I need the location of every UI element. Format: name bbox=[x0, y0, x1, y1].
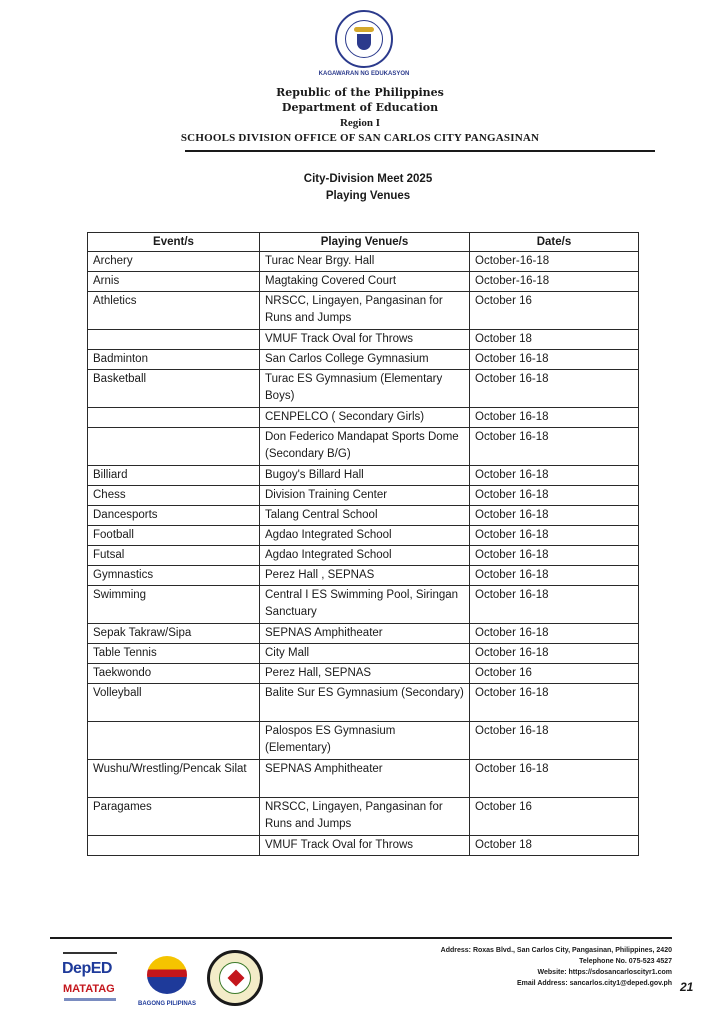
column-header-venue: Playing Venue/s bbox=[260, 233, 470, 252]
cell-date: October 16-18 bbox=[470, 370, 639, 408]
cell-event: Gymnastics bbox=[88, 566, 260, 586]
cell-event: Sepak Takraw/Sipa bbox=[88, 624, 260, 644]
cell-date: October 16-18 bbox=[470, 466, 639, 486]
page-number: 21 bbox=[680, 980, 694, 994]
cell-venue: NRSCC, Lingayen, Pangasinan for Runs and Jumps bbox=[260, 292, 470, 330]
cell-event: Chess bbox=[88, 486, 260, 506]
cell-venue: Palospos ES Gymnasium (Elementary) bbox=[260, 722, 470, 760]
cell-date: October 18 bbox=[470, 836, 639, 856]
cell-date: October 16-18 bbox=[470, 760, 639, 798]
cell-date: October 16-18 bbox=[470, 428, 639, 466]
cell-venue: Bugoy's Billard Hall bbox=[260, 466, 470, 486]
cell-date: October 16-18 bbox=[470, 644, 639, 664]
cell-venue: Perez Hall, SEPNAS bbox=[260, 664, 470, 684]
cell-venue: Turac ES Gymnasium (Elementary Boys) bbox=[260, 370, 470, 408]
cell-event: Dancesports bbox=[88, 506, 260, 526]
cell-date: October 16-18 bbox=[470, 586, 639, 624]
cell-venue: Magtaking Covered Court bbox=[260, 272, 470, 292]
header-office: SCHOOLS DIVISION OFFICE OF SAN CARLOS CITY PANGASINAN bbox=[180, 132, 540, 144]
cell-venue: SEPNAS Amphitheater bbox=[260, 624, 470, 644]
footer-address: Address: Roxas Blvd., San Carlos City, Pangasinan, Philippines, 2420 bbox=[440, 947, 672, 954]
table-body bbox=[88, 252, 639, 856]
cell-event: Swimming bbox=[88, 586, 260, 624]
table-row bbox=[88, 586, 639, 624]
cell-date: October 16-18 bbox=[470, 350, 639, 370]
footer-divider bbox=[50, 937, 672, 939]
table-row bbox=[88, 350, 639, 370]
cell-venue: Division Training Center bbox=[260, 486, 470, 506]
table-row bbox=[88, 760, 639, 798]
cell-event bbox=[88, 330, 260, 350]
sdo-seal-inner bbox=[219, 962, 251, 994]
table-row bbox=[88, 292, 639, 330]
cell-event: Badminton bbox=[88, 350, 260, 370]
table-row bbox=[88, 526, 639, 546]
table-row bbox=[88, 272, 639, 292]
cell-event: Archery bbox=[88, 252, 260, 272]
table-row bbox=[88, 370, 639, 408]
venues-table bbox=[87, 232, 639, 856]
cell-event: Table Tennis bbox=[88, 644, 260, 664]
cell-venue: CENPELCO ( Secondary Girls) bbox=[260, 408, 470, 428]
document-title: City-Division Meet 2025 bbox=[303, 173, 433, 185]
cell-venue: VMUF Track Oval for Throws bbox=[260, 330, 470, 350]
table-header-row bbox=[88, 233, 639, 252]
table-row bbox=[88, 546, 639, 566]
shield-icon bbox=[357, 34, 371, 50]
header-republic: Republic of the Philippines bbox=[276, 86, 444, 99]
cell-date: October-16-18 bbox=[470, 272, 639, 292]
cell-date: October 18 bbox=[470, 330, 639, 350]
sun-emblem-icon bbox=[147, 956, 187, 994]
table-row bbox=[88, 408, 639, 428]
cell-event: Football bbox=[88, 526, 260, 546]
seal-outer-ring bbox=[335, 10, 393, 68]
cell-event bbox=[88, 428, 260, 466]
header-department: Department of Education bbox=[281, 101, 439, 114]
logo-bar bbox=[63, 952, 117, 954]
cell-venue: Don Federico Mandapat Sports Dome (Secondary B/G) bbox=[260, 428, 470, 466]
cell-event: Wushu/Wrestling/Pencak Silat bbox=[88, 760, 260, 798]
cell-date: October 16-18 bbox=[470, 408, 639, 428]
cell-date: October 16-18 bbox=[470, 566, 639, 586]
cell-event: Arnis bbox=[88, 272, 260, 292]
seal-text: KAGAWARAN NG EDUKASYON bbox=[318, 71, 410, 77]
cell-venue: Agdao Integrated School bbox=[260, 546, 470, 566]
matatag-wordmark: MATATAG bbox=[63, 983, 115, 995]
table-row bbox=[88, 566, 639, 586]
cell-date: October 16 bbox=[470, 292, 639, 330]
cell-venue: City Mall bbox=[260, 644, 470, 664]
table-row bbox=[88, 722, 639, 760]
table-row bbox=[88, 486, 639, 506]
table-row bbox=[88, 798, 639, 836]
deped-seal-logo bbox=[318, 10, 410, 82]
document-subtitle: Playing Venues bbox=[325, 190, 411, 202]
footer-website[interactable]: Website: https://sdosancarloscityr1.com bbox=[537, 969, 672, 976]
deped-matatag-logo bbox=[60, 950, 120, 1010]
cell-date: October 16 bbox=[470, 664, 639, 684]
cell-event: Billiard bbox=[88, 466, 260, 486]
cell-event bbox=[88, 408, 260, 428]
bagong-pilipinas-logo bbox=[132, 950, 202, 1012]
cell-date: October 16-18 bbox=[470, 684, 639, 722]
cell-venue: Balite Sur ES Gymnasium (Secondary) bbox=[260, 684, 470, 722]
bagong-pilipinas-text: BAGONG PILIPINAS bbox=[137, 1001, 196, 1007]
cell-event: Athletics bbox=[88, 292, 260, 330]
cell-date: October 16-18 bbox=[470, 506, 639, 526]
cell-venue: SEPNAS Amphitheater bbox=[260, 760, 470, 798]
cell-venue: Talang Central School bbox=[260, 506, 470, 526]
sdo-seal-logo bbox=[207, 950, 263, 1006]
table-row bbox=[88, 644, 639, 664]
table-row bbox=[88, 684, 639, 722]
cell-venue: Perez Hall , SEPNAS bbox=[260, 566, 470, 586]
deped-wordmark: DepED bbox=[62, 960, 112, 977]
cell-venue: NRSCC, Lingayen, Pangasinan for Runs and Jumps bbox=[260, 798, 470, 836]
table-row bbox=[88, 664, 639, 684]
sdo-emblem-icon bbox=[228, 970, 245, 987]
column-header-event: Event/s bbox=[88, 233, 260, 252]
table-row bbox=[88, 330, 639, 350]
cell-venue: Central I ES Swimming Pool, Siringan Sanctuary bbox=[260, 586, 470, 624]
table-row bbox=[88, 252, 639, 272]
cell-venue: San Carlos College Gymnasium bbox=[260, 350, 470, 370]
cell-date: October 16-18 bbox=[470, 486, 639, 506]
cell-date: October-16-18 bbox=[470, 252, 639, 272]
footer-email[interactable]: Email Address: sancarlos.city1@deped.gov.ph bbox=[516, 980, 672, 987]
table-row bbox=[88, 428, 639, 466]
cell-date: October 16-18 bbox=[470, 722, 639, 760]
footer-telephone: Telephone No. 075-523 4527 bbox=[579, 958, 672, 965]
table-row bbox=[88, 506, 639, 526]
table-row bbox=[88, 836, 639, 856]
cell-venue: VMUF Track Oval for Throws bbox=[260, 836, 470, 856]
cell-date: October 16-18 bbox=[470, 546, 639, 566]
matatag-underline bbox=[64, 998, 116, 1001]
header-divider bbox=[185, 150, 655, 152]
cell-date: October 16-18 bbox=[470, 526, 639, 546]
cell-venue: Turac Near Brgy. Hall bbox=[260, 252, 470, 272]
cell-date: October 16 bbox=[470, 798, 639, 836]
torch-icon bbox=[354, 27, 374, 32]
cell-venue: Agdao Integrated School bbox=[260, 526, 470, 546]
cell-event: Futsal bbox=[88, 546, 260, 566]
cell-event: Paragames bbox=[88, 798, 260, 836]
cell-event: Basketball bbox=[88, 370, 260, 408]
cell-event: Taekwondo bbox=[88, 664, 260, 684]
header-region: Region I bbox=[339, 117, 381, 129]
table-row bbox=[88, 624, 639, 644]
column-header-date: Date/s bbox=[470, 233, 639, 252]
cell-event bbox=[88, 836, 260, 856]
table-row bbox=[88, 466, 639, 486]
cell-date: October 16-18 bbox=[470, 624, 639, 644]
seal-inner-ring bbox=[345, 20, 383, 58]
cell-event: Volleyball bbox=[88, 684, 260, 722]
cell-event bbox=[88, 722, 260, 760]
